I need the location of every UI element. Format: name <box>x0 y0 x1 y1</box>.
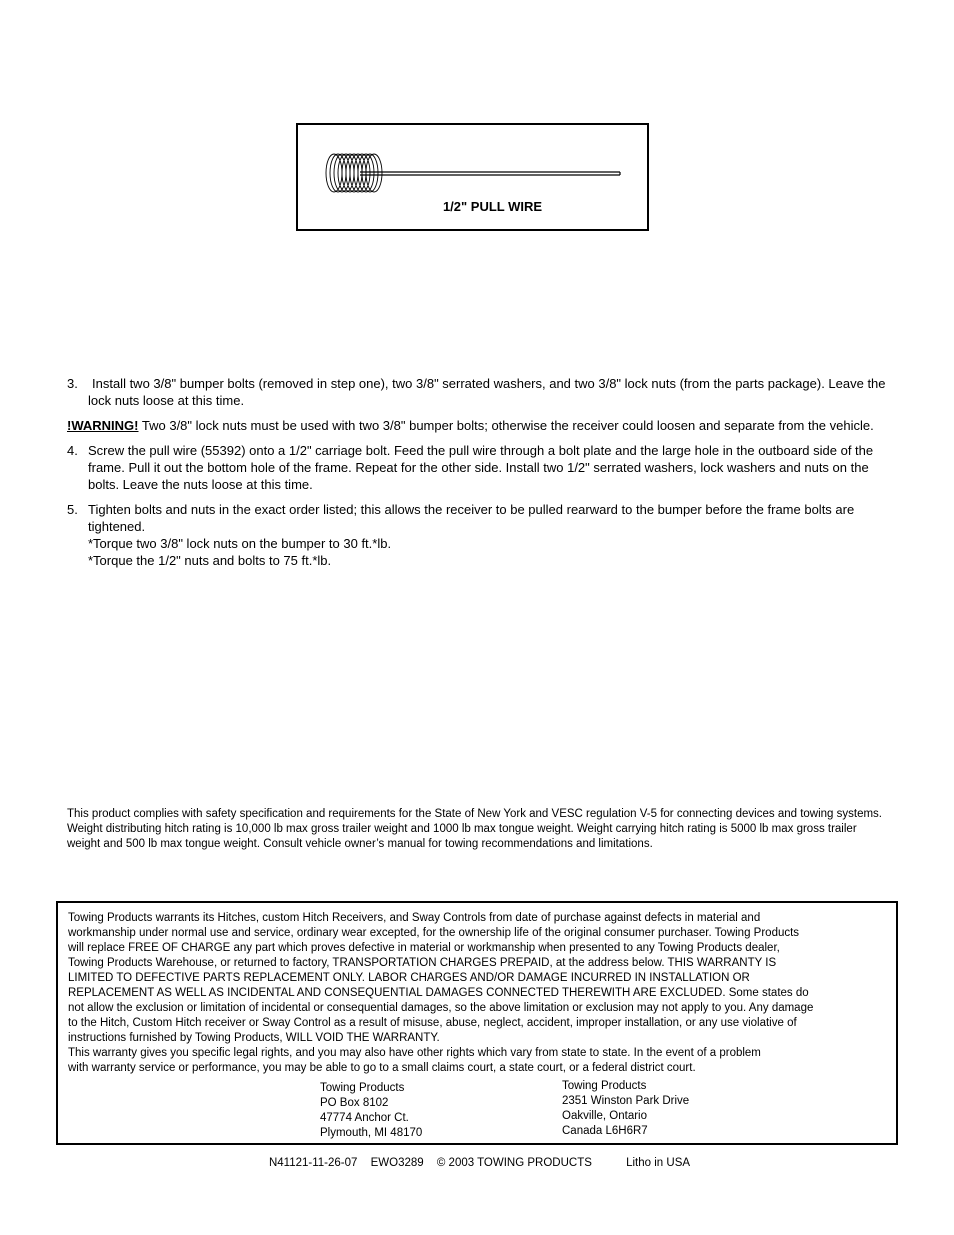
torque-spec: *Torque the 1/2" nuts and bolts to 75 ft.*lb. <box>88 553 332 568</box>
address-line: PO Box 8102 <box>320 1097 389 1109</box>
page-footer <box>0 1157 954 1169</box>
address-line: Towing Products <box>562 1080 647 1092</box>
copyright: © 2003 TOWING PRODUCTS <box>436 1157 592 1169</box>
step-number: 3. <box>67 376 78 391</box>
pull-wire-drawing <box>298 125 648 230</box>
pull-wire-figure <box>296 123 649 231</box>
step-number: 5. <box>67 502 78 517</box>
warranty-line: This warranty gives you specific legal rights, and you may also have other rights which vary from state to state. In the event of a problem <box>68 1047 761 1059</box>
warranty-text <box>68 911 890 1076</box>
warranty-line: instructions furnished by Towing Products, WILL VOID THE WARRANTY. <box>68 1032 440 1044</box>
address-line: Towing Products <box>320 1082 405 1094</box>
address-line: Oakville, Ontario <box>562 1110 648 1122</box>
warranty-box <box>56 901 898 1145</box>
step-5 <box>67 501 887 569</box>
step-number: 4. <box>67 443 78 458</box>
warranty-line: Towing Products Warehouse, or returned to factory, TRANSPORTATION CHARGES PREPAID, at the address below. THIS WARRANTY IS <box>68 957 777 969</box>
instructions <box>67 375 887 577</box>
address-line: Plymouth, MI 48170 <box>320 1127 423 1139</box>
warranty-line: will replace FREE OF CHARGE any part which proves defective in material or workmanship when presented to any Towing Products dealer, <box>68 942 780 954</box>
step-4 <box>67 442 887 493</box>
address-line: 47774 Anchor Ct. <box>320 1112 409 1124</box>
compliance-statement: This product complies with safety specification and requirements for the State of New York and VESC regulation V-5 for connecting devices and towing systems. Weight distributing hitch rating is 10,000 lb max gross trailer weight and 1000 lb max tongue weight. Weight carrying hitch rating is 5000 lb max gross trailer weight and 500 lb max tongue weight. Consult vehicle owner’s manual for towing recommendations and limitations. <box>67 808 883 850</box>
address-line: Canada L6H6R7 <box>562 1125 648 1137</box>
part-number: N41121-11-26-07 <box>268 1157 358 1169</box>
warranty-line: to the Hitch, Custom Hitch receiver or Sway Control as a result of misuse, abuse, neglect, accident, improper installation, or any use violative of <box>68 1017 797 1029</box>
figure-caption: 1/2" PULL WIRE <box>442 199 543 214</box>
step-text: Screw the pull wire (55392) onto a 1/2" carriage bolt. Feed the pull wire through a bolt plate and the large hole in the outboard side of the frame. Pull it out the bottom hole of the frame. Repeat for the other side. Install two 1/2" serrated washers, lock washers and nuts on the bolts. Leave the nuts loose at this time. <box>88 443 874 492</box>
warranty-line: Towing Products warrants its Hitches, custom Hitch Receivers, and Sway Controls from date of purchase against defects in material and <box>68 912 761 924</box>
warning-label: !WARNING! <box>67 418 139 433</box>
warranty-line: LIMITED TO DEFECTIVE PARTS REPLACEMENT ONLY. LABOR CHARGES AND/OR DAMAGE INCURRED IN INSTALLATION OR <box>68 972 750 984</box>
torque-spec: *Torque two 3/8" lock nuts on the bumper to 30 ft.*lb. <box>88 536 392 551</box>
step-text: Tighten bolts and nuts in the exact order listed; this allows the receiver to be pulled rearward to the bumper before the frame bolts are tightened. <box>88 502 855 534</box>
warning-note <box>67 417 887 434</box>
warranty-line: REPLACEMENT AS WELL AS INCIDENTAL AND CONSEQUENTIAL DAMAGES CONNECTED THEREWITH ARE EXCLUDED. Some states do <box>68 987 809 999</box>
warranty-line: with warranty service or performance, you may be able to go to a small claims court, a state court, or a federal district court. <box>68 1062 696 1074</box>
canada-address <box>562 1079 689 1139</box>
litho-note: Litho in USA <box>626 1157 691 1169</box>
step-text: Install two 3/8" bumper bolts (removed in step one), two 3/8" serrated washers, and two 3/8" lock nuts (from the parts package). Leave the lock nuts loose at this time. <box>88 376 886 408</box>
warranty-line: not allow the exclusion or limitation of incidental or consequential damages, so the above limitation or exclusion may not apply to you. Any damage <box>68 1002 814 1014</box>
warranty-line: workmanship under normal use and service, ordinary wear excepted, for the ownership life of the original consumer purchaser. Towing Products <box>68 927 800 939</box>
address-line: 2351 Winston Park Drive <box>562 1095 690 1107</box>
document-code: EWO3289 <box>370 1157 424 1169</box>
us-address <box>320 1081 422 1141</box>
warning-text: Two 3/8" lock nuts must be used with two 3/8" bumper bolts; otherwise the receiver could loosen and separate from the vehicle. <box>141 418 874 433</box>
step-3 <box>67 375 887 409</box>
